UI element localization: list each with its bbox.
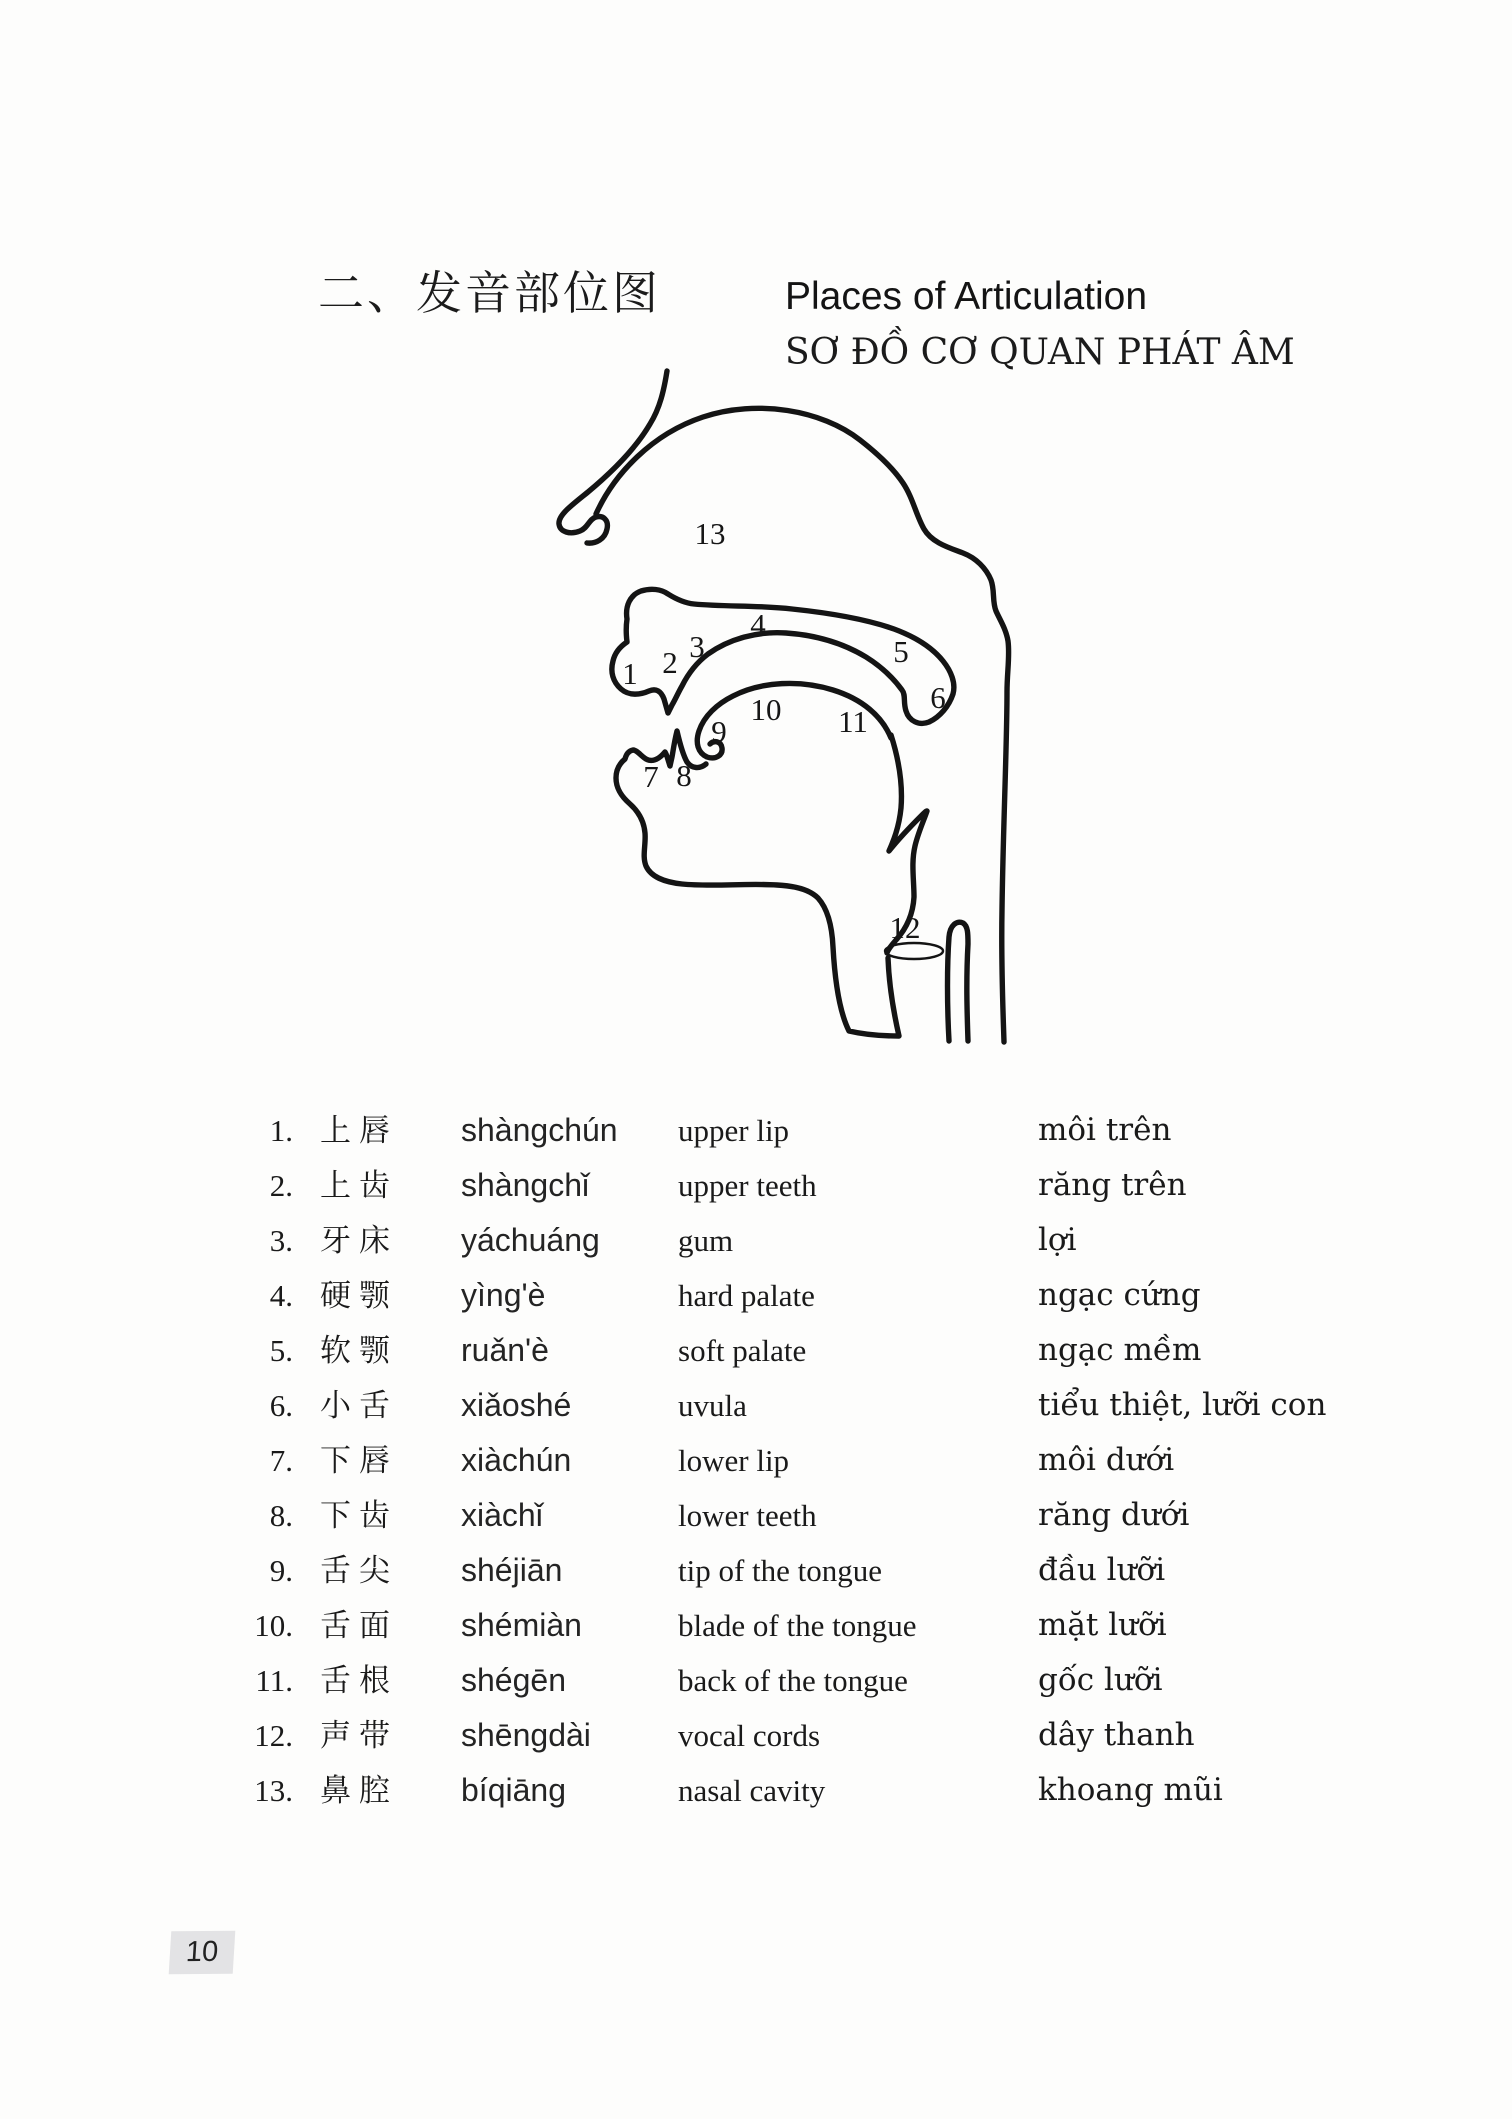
row-english: gum [678, 1223, 734, 1258]
row-number: 13. [254, 1773, 293, 1808]
table-row [0, 1488, 1512, 1543]
table-row [0, 1598, 1512, 1653]
diagram-label-13: 13 [694, 516, 726, 551]
row-vietnamese: tiểu thiệt, lưỡi con [1038, 1387, 1327, 1423]
row-english: vocal cords [678, 1718, 821, 1753]
row-english: lower lip [678, 1443, 790, 1478]
row-vietnamese: ngạc cứng [1038, 1277, 1201, 1313]
diagram-label-2: 2 [662, 645, 678, 680]
row-number: 9. [269, 1553, 293, 1588]
row-pinyin: shéjiān [461, 1552, 563, 1588]
row-hanzi: 声带 [320, 1718, 398, 1753]
page-number-badge [169, 1931, 236, 1975]
row-english: back of the tongue [678, 1663, 908, 1698]
row-hanzi: 牙床 [320, 1223, 398, 1258]
row-pinyin: xiàchún [461, 1442, 572, 1478]
row-english: upper teeth [678, 1168, 817, 1203]
row-vietnamese: mặt lưỡi [1038, 1607, 1167, 1643]
diagram-label-3: 3 [689, 629, 705, 664]
table-row [0, 1103, 1512, 1158]
row-english: hard palate [678, 1278, 815, 1313]
row-pinyin: yáchuáng [461, 1222, 600, 1258]
row-number: 7. [269, 1443, 293, 1478]
row-number: 10. [254, 1608, 293, 1643]
row-vietnamese: răng trên [1038, 1167, 1187, 1203]
row-number: 12. [254, 1718, 293, 1753]
diagram-label-7: 7 [643, 759, 659, 794]
page-title-chinese: 二、发音部位图 [318, 268, 661, 319]
row-hanzi: 鼻腔 [320, 1773, 398, 1808]
row-vietnamese: gốc lưỡi [1038, 1662, 1163, 1698]
nose-outline [559, 371, 667, 543]
diagram-label-6: 6 [930, 680, 946, 715]
row-number: 2. [269, 1168, 293, 1203]
row-vietnamese: đầu lưỡi [1038, 1552, 1166, 1588]
table-row [0, 1653, 1512, 1708]
diagram-label-8: 8 [676, 758, 692, 793]
table-row [0, 1268, 1512, 1323]
row-pinyin: shémiàn [461, 1607, 582, 1643]
row-vietnamese: môi trên [1038, 1112, 1172, 1148]
row-hanzi: 小舌 [320, 1388, 398, 1423]
row-number: 11. [255, 1663, 293, 1698]
row-pinyin: ruǎn'è [461, 1332, 549, 1368]
row-english: tip of the tongue [678, 1553, 883, 1588]
row-hanzi: 下唇 [320, 1443, 398, 1478]
row-hanzi: 硬颚 [320, 1278, 398, 1313]
vocal-tract-diagram [540, 360, 1020, 1060]
row-english: soft palate [678, 1333, 807, 1368]
row-pinyin: xiàchǐ [461, 1497, 543, 1533]
row-english: uvula [678, 1388, 747, 1423]
row-number: 4. [269, 1278, 293, 1313]
row-pinyin: yìng'è [461, 1277, 546, 1313]
row-number: 8. [269, 1498, 293, 1533]
row-english: lower teeth [678, 1498, 817, 1533]
row-english: upper lip [678, 1113, 790, 1148]
page-number: 10 [184, 1935, 220, 1969]
row-hanzi: 舌尖 [320, 1553, 398, 1588]
diagram-label-12: 12 [889, 910, 921, 945]
row-pinyin: shēngdài [461, 1717, 591, 1753]
table-row [0, 1213, 1512, 1268]
row-number: 3. [269, 1223, 293, 1258]
table-row [0, 1763, 1512, 1818]
row-english: blade of the tongue [678, 1608, 917, 1643]
diagram-label-10: 10 [750, 692, 782, 727]
row-hanzi: 舌面 [320, 1608, 398, 1643]
table-row [0, 1323, 1512, 1378]
row-hanzi: 上唇 [320, 1113, 398, 1148]
table-row [0, 1543, 1512, 1598]
page-title-vietnamese: SƠ ĐỒ CƠ QUAN PHÁT ÂM [785, 332, 1295, 373]
table-row [0, 1708, 1512, 1763]
row-hanzi: 下齿 [320, 1498, 398, 1533]
row-vietnamese: lợi [1038, 1222, 1077, 1258]
diagram-label-4: 4 [750, 607, 766, 642]
row-vietnamese: khoang mũi [1038, 1772, 1223, 1808]
row-pinyin: shégēn [461, 1662, 566, 1698]
page-title-english: Places of Articulation [785, 275, 1148, 318]
row-vietnamese: dây thanh [1038, 1717, 1195, 1753]
diagram-label-1: 1 [622, 656, 638, 691]
table-row [0, 1433, 1512, 1488]
row-number: 1. [269, 1113, 293, 1148]
esophagus-outline [948, 922, 969, 1041]
row-english: nasal cavity [678, 1773, 826, 1808]
diagram-label-11: 11 [838, 704, 868, 739]
vocal-cords-ellipse [885, 943, 943, 959]
row-pinyin: shàngchǐ [461, 1167, 590, 1203]
row-vietnamese: môi dưới [1038, 1442, 1175, 1478]
row-vietnamese: răng dưới [1038, 1497, 1190, 1533]
row-hanzi: 舌根 [320, 1663, 398, 1698]
row-hanzi: 上齿 [320, 1168, 398, 1203]
row-pinyin: bíqiāng [461, 1772, 566, 1808]
diagram-label-5: 5 [893, 634, 909, 669]
row-hanzi: 软颚 [320, 1333, 398, 1368]
diagram-label-9: 9 [711, 714, 727, 749]
row-vietnamese: ngạc mềm [1038, 1332, 1202, 1368]
row-pinyin: xiǎoshé [461, 1387, 572, 1423]
row-number: 5. [269, 1333, 293, 1368]
row-pinyin: shàngchún [461, 1112, 618, 1148]
row-number: 6. [269, 1388, 293, 1423]
table-row [0, 1378, 1512, 1433]
table-row [0, 1158, 1512, 1213]
